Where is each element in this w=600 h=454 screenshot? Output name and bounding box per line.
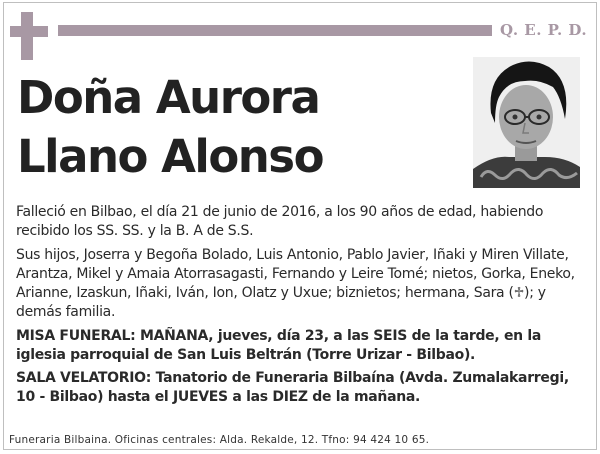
name-line-1: Doña Aurora — [17, 71, 320, 124]
announcement-paragraph: Falleció en Bilbao, el día 21 de junio de 2016, a los 90 años de edad, habiendo recibido los SS. SS. y la B. A de S.S. — [16, 204, 544, 239]
obituary-text — [16, 203, 584, 411]
family-paragraph: Sus hijos, Joserra y Begoña Bolado, Luis Antonio, Pablo Javier, Iñaki y Miren Villate, Arantza, Mikel y Amaia Atorrasagasti, Fernando y Leire Tomé; nietos, Gorka, Eneko, Arianne, Izaskun, Iñaki, Iván, Ion, Olatz y Uxue; biznietos; hermana, Sara (♱); y demás familia. — [16, 247, 575, 320]
wake-paragraph: SALA VELATORIO: Tanatorio de Funeraria Bilbaína (Avda. Zumalakarregi, 10 - Bilbao) hasta el JUEVES a las DIEZ de la mañana. — [16, 370, 569, 405]
funeral-home-footer: Funeraria Bilbaina. Oficinas centrales: Alda. Rekalde, 12. Tfno: 94 424 10 65. — [9, 434, 430, 446]
cross-icon-bar — [10, 26, 48, 37]
qepd-badge: Q. E. P. D. — [500, 21, 588, 39]
portrait-photo — [473, 57, 580, 188]
deceased-name — [17, 68, 457, 186]
header-rule — [58, 25, 492, 36]
name-line-2: Llano Alonso — [17, 130, 323, 183]
funeral-paragraph: MISA FUNERAL: MAÑANA, jueves, día 23, a las SEIS de la tarde, en la iglesia parroquial de San Luis Beltrán (Torre Urizar - Bilbao). — [16, 328, 542, 363]
